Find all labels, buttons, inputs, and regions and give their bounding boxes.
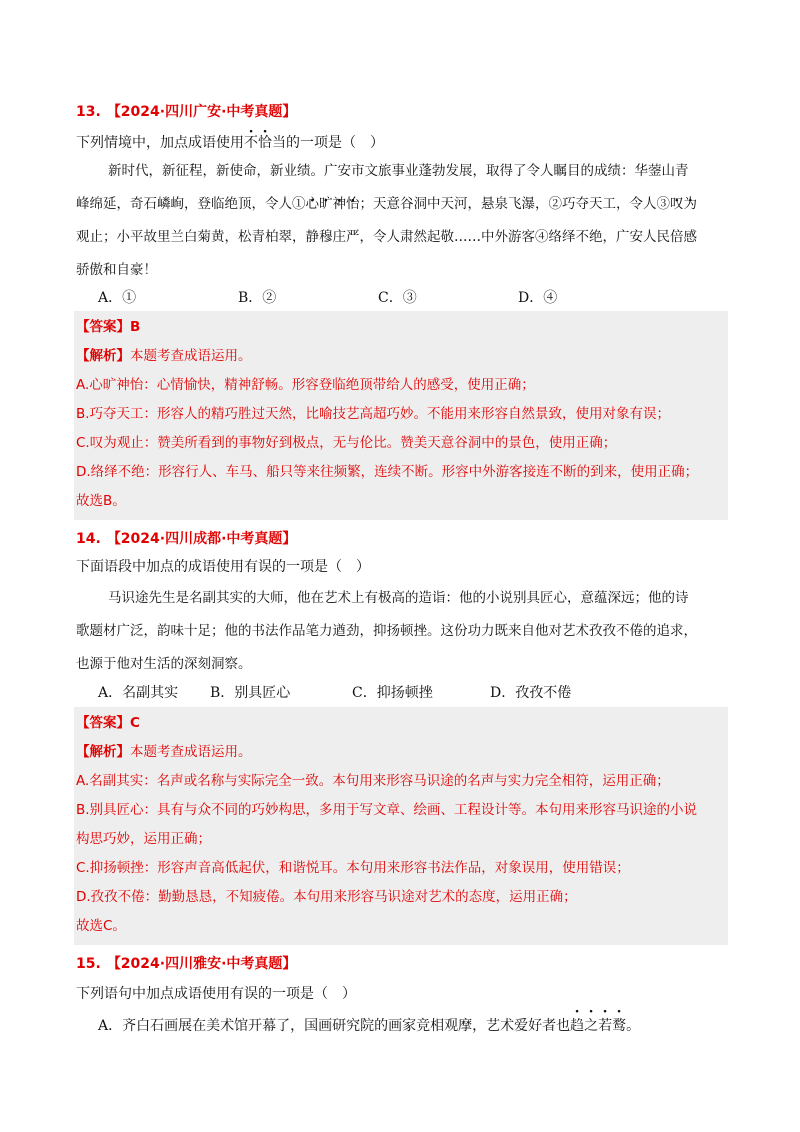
q14-analysis-line: 故选C。 (76, 918, 126, 934)
q15-option-a[interactable]: A．齐白石画展在美术馆开幕了，国画研究院的画家竞相观摩，艺术爱好者也趋之若鹜。 (98, 1018, 641, 1034)
q13-options (98, 287, 557, 307)
q13-analysis-line: D.络绎不绝：形容行人、车马、船只等来往频繁，连续不断。形容中外游客接连不断的到来，使用正确； (76, 464, 699, 480)
q13-passage-line: 峰绵延，奇石嶙峋，登临绝顶，令人①· 心· 旷· 神· 怡；天意谷洞中天河，悬泉飞瀑，②巧夺天工，令人③· 叹· 为 (76, 188, 726, 221)
q13-analysis-line: A.心旷神怡：心情愉快，精神舒畅。形容登临绝顶带给人的感受，使用正确； (76, 377, 535, 393)
q14-option[interactable]: C．抑扬顿挫 (352, 685, 433, 701)
q13-passage (76, 155, 726, 287)
q13-stem-pre: 下列情境中，加点成语使用 (76, 135, 244, 151)
q13-number: 13. (76, 104, 101, 120)
q14-analysis-line: A.名副其实：名声或名称与实际完全一致。本句用来形容马识途的名声与实力完全相符，运用正确； (76, 773, 670, 789)
q14-analysis-line: C.抑扬顿挫：形容声音高低起伏，和谐悦耳。本句用来形容书法作品，对象误用，使用错误； (76, 860, 630, 876)
q13-stem-dot-char: 恰 (258, 135, 272, 151)
q14-number: 14. (76, 531, 101, 547)
q15-header (76, 953, 296, 973)
q14-analysis-intro: 【解析】本题考查成语运用。 (76, 744, 252, 760)
q14-source: 【2024·四川成都·中考真题】 (106, 531, 297, 547)
q14-analysis-line: D.孜孜不倦：勤勤恳恳，不知疲倦。本句用来形容马识途对艺术的态度，运用正确； (76, 889, 577, 905)
q13-analysis-line: B.巧夺天工：形容人的精巧胜过天然，比喻技艺高超巧妙。不能用来形容自然景致，使用对象有误； (76, 406, 671, 422)
q14-passage-line: 也源于他对生活的深刻洞察。 (76, 656, 252, 672)
q15-stem: 下列语句中加点成语使用有误的一项是（ ） (76, 986, 356, 1002)
q14-answer: 【答案】C (76, 715, 140, 731)
q13-passage-line: 骄傲和自豪！ (76, 262, 157, 278)
q14-passage-line: 歌题材广泛，韵味十足；他的书法作品笔力遒劲，抑扬顿挫。这份功力既来自他对艺术孜孜不倦的追求， (76, 623, 697, 639)
q14-passage-line: 马识途先生是名副其实的大师，他在艺术上有极高的造诣：他的小说别具匠心，意蕴深远；他的诗 (108, 590, 689, 606)
q15-number: 15. (76, 956, 101, 972)
q13-option[interactable]: A．① (98, 290, 137, 306)
q13-stem-post: 当的一项是（ ） (272, 135, 384, 151)
q14-option[interactable]: D．孜孜不倦 (490, 685, 572, 701)
q13-analysis-intro: 【解析】本题考查成语运用。 (76, 348, 252, 364)
q13-passage-line: 观止；小平故里兰白菊黄，松青柏翠，静穆庄严，令人肃然起敬……中外游客④络绎不绝，广安人民倍感 (76, 229, 697, 245)
q13-header (76, 101, 296, 121)
q13-passage-line: 新时代，新征程，新使命，新业绩。广安市文旅事业蓬勃发展，取得了令人瞩目的成绩：华蓥山青 (108, 163, 689, 179)
q14-header (76, 528, 296, 548)
q13-option[interactable]: D．④ (518, 290, 558, 306)
q14-analysis-line: 构思巧妙，运用正确； (76, 831, 211, 847)
q14-stem: 下面语段中加点的成语使用有误的一项是（ ） (76, 559, 370, 575)
q13-source: 【2024·四川广安·中考真题】 (106, 104, 297, 120)
q13-option[interactable]: C．③ (378, 290, 417, 306)
q14-passage (76, 582, 726, 681)
q13-analysis-line: 故选B。 (76, 493, 126, 509)
q13-answer: 【答案】B (76, 319, 141, 335)
q14-answer-box (74, 707, 728, 945)
q14-analysis-line: B.别具匠心：具有与众不同的巧妙构思，多用于写文章、绘画、工程设计等。本句用来形容马识途的小说 (76, 802, 698, 818)
q14-option[interactable]: A．名副其实 (98, 685, 179, 701)
q13-stem (76, 132, 384, 152)
q13-option[interactable]: B．② (238, 290, 277, 306)
q13-analysis-line: C.叹为观止：赞美所看到的事物好到极点，无与伦比。赞美天意谷洞中的景色，使用正确； (76, 435, 617, 451)
q13-answer-box (74, 311, 728, 520)
q13-stem-dot-char: 不 (244, 135, 258, 151)
q15-source: 【2024·四川雅安·中考真题】 (106, 956, 297, 972)
q14-option[interactable]: B．别具匠心 (210, 685, 291, 701)
q14-options (98, 682, 571, 702)
